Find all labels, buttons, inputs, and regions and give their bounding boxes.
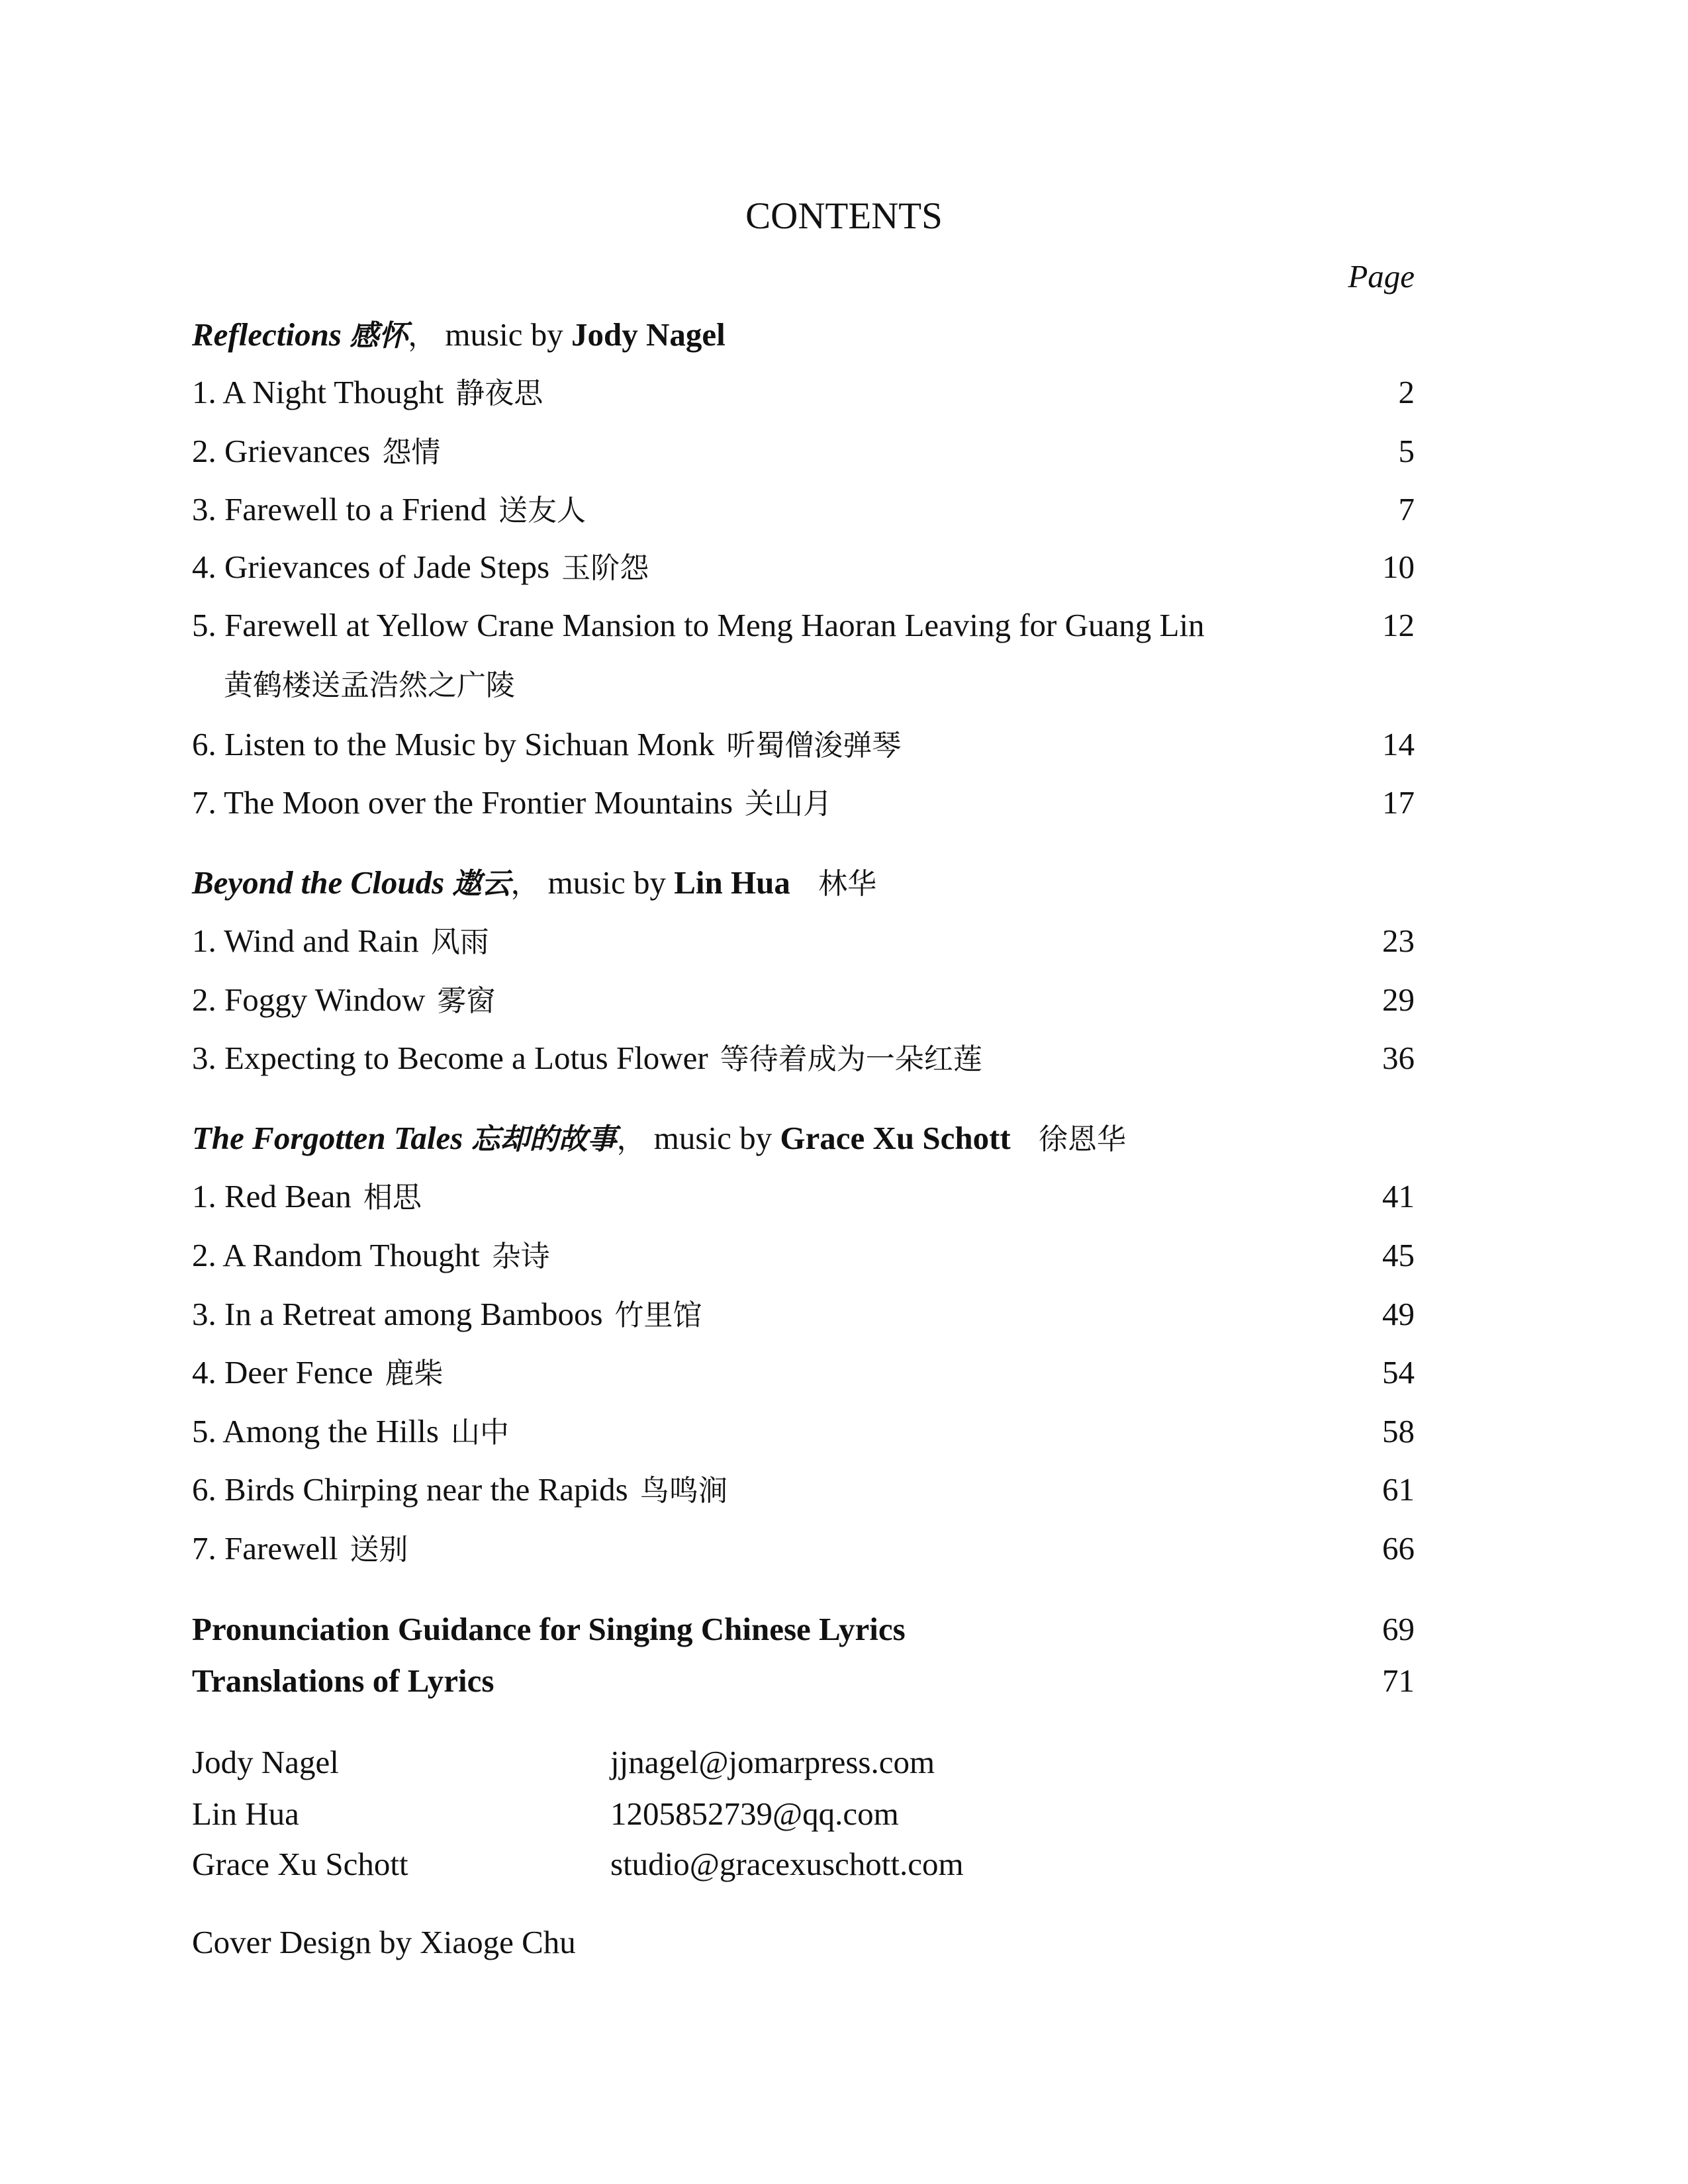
entry-page-number: 36 — [1382, 1040, 1415, 1076]
entry-title-cn: 送友人 — [498, 494, 586, 527]
separator: ， — [510, 867, 540, 901]
entry-page-number: 23 — [1382, 923, 1415, 959]
toc-entry[interactable] — [0, 486, 1688, 533]
contact-row — [0, 1791, 1688, 1837]
cover-credit: Cover Design by Xiaoge Chu — [192, 1924, 576, 1960]
section-title: The Forgotten Tales — [192, 1120, 463, 1156]
entry-title: 3. Farewell to a Friend — [192, 491, 487, 527]
section-title-cn: 忘却的故事 — [471, 1122, 617, 1156]
contact-row — [0, 1841, 1688, 1888]
entry-title: 2. Grievances — [192, 433, 371, 469]
entry-title: 1. Red Bean — [192, 1178, 352, 1214]
entry-title-cn: 静夜思 — [455, 377, 543, 410]
contact-email[interactable]: jjnagel@jomarpress.com — [610, 1744, 935, 1780]
section-title: Reflections — [192, 316, 342, 353]
toc-entry[interactable] — [0, 918, 1688, 964]
toc-entry[interactable] — [0, 602, 1688, 649]
entry-title: 6. Listen to the Music by Sichuan Monk — [192, 726, 715, 762]
entry-title: 4. Deer Fence — [192, 1354, 373, 1390]
entry-title-cn: 雾窗 — [437, 984, 496, 1018]
section-header-beyond-the-clouds — [0, 860, 1688, 906]
music-by-label: music by — [653, 1120, 773, 1156]
entry-title-cn: 竹里馆 — [614, 1298, 702, 1332]
section-header-forgotten-tales — [0, 1115, 1688, 1161]
toc-entry[interactable] — [0, 1035, 1688, 1081]
entry-page-number: 5 — [1398, 433, 1415, 469]
entry-title: 5. Among the Hills — [192, 1413, 439, 1449]
entry-title-cn: 鹿柴 — [385, 1357, 444, 1390]
entry-page-number: 66 — [1382, 1530, 1415, 1567]
appendix-page-number: 71 — [1382, 1662, 1415, 1699]
separator: ， — [616, 1122, 646, 1156]
entry-page-number: 41 — [1382, 1178, 1415, 1214]
toc-entry[interactable] — [0, 544, 1688, 590]
section-title: Beyond the Clouds — [192, 864, 445, 901]
entry-title: 1. A Night Thought — [192, 374, 444, 410]
entry-title-cn: 怨情 — [382, 435, 441, 469]
music-by-label: music by — [547, 864, 666, 901]
toc-entry[interactable] — [0, 780, 1688, 826]
appendix-title: Pronunciation Guidance for Singing Chinese Lyrics — [192, 1611, 906, 1647]
entry-title-cn: 听蜀僧浚弹琴 — [726, 729, 902, 762]
composer-name: Grace Xu Schott — [780, 1120, 1011, 1156]
toc-appendix-pronunciation[interactable] — [0, 1606, 1688, 1653]
entry-title: 4. Grievances of Jade Steps — [192, 549, 550, 585]
entry-page-number: 17 — [1382, 784, 1415, 821]
contact-email[interactable]: studio@gracexuschott.com — [610, 1846, 964, 1882]
entry-page-number: 12 — [1382, 607, 1415, 643]
toc-entry-continuation[interactable] — [0, 661, 1688, 707]
entry-title: 3. Expecting to Become a Lotus Flower — [192, 1040, 708, 1076]
separator: ， — [408, 319, 438, 353]
toc-entry[interactable] — [0, 1173, 1688, 1220]
entry-title-cn: 风雨 — [430, 925, 489, 959]
contact-email[interactable]: 1205852739@qq.com — [610, 1796, 899, 1832]
contact-row — [0, 1739, 1688, 1786]
entry-page-number: 45 — [1382, 1237, 1415, 1273]
entry-title-cn: 杂诗 — [491, 1240, 550, 1273]
entry-title-cn: 山中 — [450, 1416, 509, 1449]
page-title: CONTENTS — [745, 195, 943, 237]
toc-entry[interactable] — [0, 1349, 1688, 1396]
cover-credit-row — [0, 1919, 1688, 1966]
entry-title-cn: 送别 — [350, 1533, 408, 1567]
section-title-cn: 遨云 — [452, 867, 511, 901]
entry-page-number: 29 — [1382, 981, 1415, 1018]
toc-entry[interactable] — [0, 1408, 1688, 1455]
entry-page-number: 61 — [1382, 1471, 1415, 1508]
entry-page-number: 7 — [1398, 491, 1415, 527]
entry-title-cn: 玉阶怨 — [561, 551, 649, 585]
entry-page-number: 10 — [1382, 549, 1415, 585]
entry-page-number: 14 — [1382, 726, 1415, 762]
entry-title: 2. Foggy Window — [192, 981, 426, 1018]
contact-name: Lin Hua — [192, 1796, 299, 1832]
appendix-page-number: 69 — [1382, 1611, 1415, 1647]
section-title-cn: 感怀 — [350, 319, 408, 353]
contact-name: Grace Xu Schott — [192, 1846, 408, 1882]
toc-entry[interactable] — [0, 1467, 1688, 1513]
entry-title: 6. Birds Chirping near the Rapids — [192, 1471, 628, 1508]
entry-title-cn: 黄鹤楼送孟浩然之广陵 — [224, 668, 515, 702]
page-column-label: Page — [1348, 258, 1415, 295]
entry-title: 7. Farewell — [192, 1530, 338, 1567]
toc-entry[interactable] — [0, 428, 1688, 475]
toc-entry[interactable] — [0, 369, 1688, 416]
toc-entry[interactable] — [0, 1232, 1688, 1279]
section-header-reflections — [0, 312, 1688, 358]
entry-title-cn: 鸟鸣涧 — [639, 1474, 727, 1508]
entry-title: 5. Farewell at Yellow Crane Mansion to Meng Haoran Leaving for Guang Lin — [192, 607, 1205, 643]
entry-title: 3. In a Retreat among Bamboos — [192, 1296, 603, 1332]
entry-page-number: 49 — [1382, 1296, 1415, 1332]
composer-name: Lin Hua — [674, 864, 790, 901]
entry-page-number: 58 — [1382, 1413, 1415, 1449]
entry-title: 2. A Random Thought — [192, 1237, 480, 1273]
toc-entry[interactable] — [0, 1291, 1688, 1338]
entry-title-cn: 相思 — [363, 1181, 422, 1214]
entry-title: 7. The Moon over the Frontier Mountains — [192, 784, 733, 821]
composer-name-cn: 林华 — [818, 867, 877, 901]
entry-title-cn: 等待着成为一朵红莲 — [720, 1042, 982, 1076]
toc-appendix-translations[interactable] — [0, 1658, 1688, 1704]
entry-title: 1. Wind and Rain — [192, 923, 419, 959]
composer-name: Jody Nagel — [571, 316, 726, 353]
entry-page-number: 2 — [1398, 374, 1415, 410]
toc-entry[interactable] — [0, 1525, 1688, 1572]
toc-entry[interactable] — [0, 721, 1688, 768]
entry-page-number: 54 — [1382, 1354, 1415, 1390]
entry-title-cn: 关山月 — [745, 787, 833, 821]
contact-name: Jody Nagel — [192, 1744, 339, 1780]
composer-name-cn: 徐恩华 — [1038, 1122, 1126, 1156]
appendix-title: Translations of Lyrics — [192, 1662, 494, 1699]
music-by-label: music by — [445, 316, 563, 353]
toc-entry[interactable] — [0, 977, 1688, 1023]
